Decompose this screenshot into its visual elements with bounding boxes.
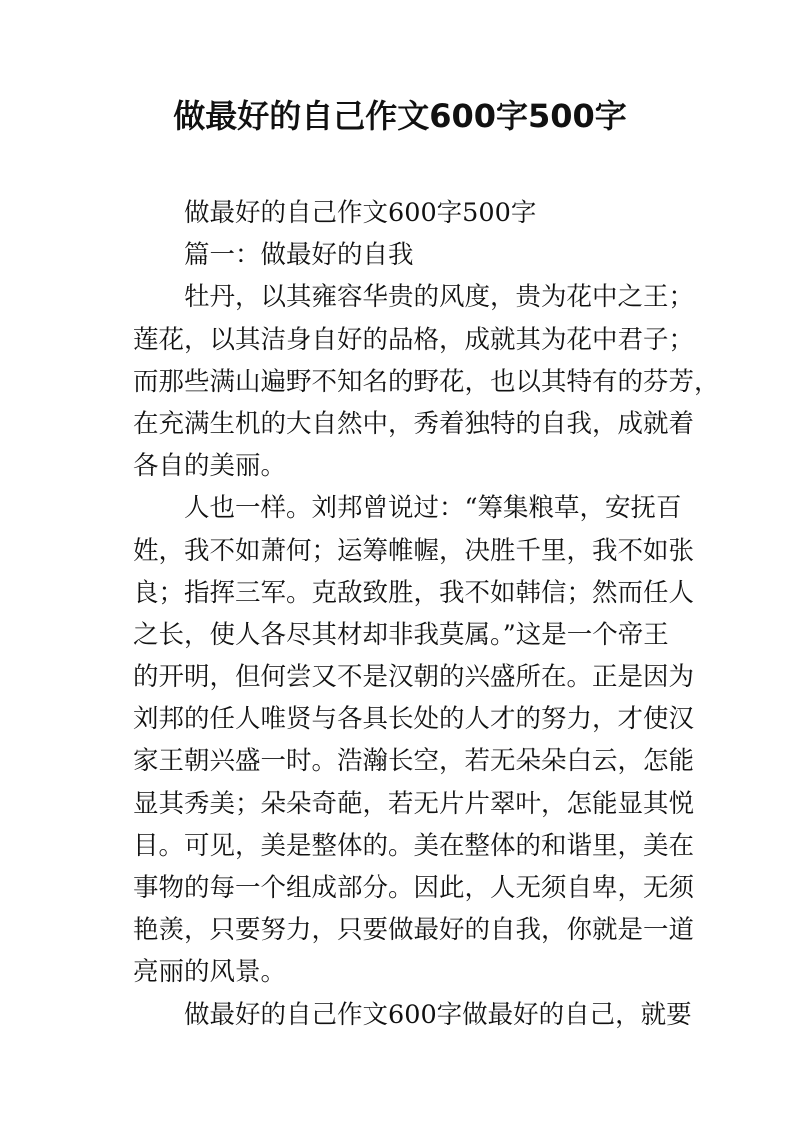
body-line: 之长，使人各尽其材却非我莫属。”这是一个帝王 — [133, 619, 669, 650]
body-line: 的开明，但何尝又不是汉朝的兴盛所在。正是因为 — [133, 662, 695, 693]
body-line: 显其秀美；朵朵奇葩，若无片片翠叶，怎能显其悦 — [133, 788, 695, 819]
body-line: 篇一：做最好的自我 — [184, 240, 414, 271]
body-line: 良；指挥三军。克敌致胜，我不如韩信；然而任人 — [133, 577, 695, 608]
body-line: 做最好的自己作文600字500字 — [184, 198, 537, 228]
body-line: 做最好的自己作文600字做最好的自己，就要 — [184, 999, 692, 1030]
body-line: 而那些满山遍野不知名的野花，也以其特有的芬芳， — [133, 366, 720, 397]
body-line: 艳羡，只要努力，只要做最好的自我，你就是一道 — [133, 915, 695, 946]
body-line: 事物的每一个组成部分。因此，人无须自卑，无须 — [133, 873, 695, 903]
body-line: 人也一样。刘邦曾说过：“筹集粮草，安抚百 — [184, 493, 682, 524]
body-line: 刘邦的任人唯贤与各具长处的人才的努力，才使汉 — [133, 704, 695, 735]
body-line: 亮丽的风景。 — [133, 957, 287, 988]
body-line: 家王朝兴盛一时。浩瀚长空，若无朵朵白云，怎能 — [133, 746, 695, 777]
body-line: 目。可见，美是整体的。美在整体的和谐里，美在 — [133, 830, 695, 861]
body-line: 莲花，以其洁身自好的品格，成就其为花中君子； — [133, 324, 695, 355]
document-body — [133, 192, 720, 1036]
body-line: 在充满生机的大自然中，秀着独特的自我，成就着 — [133, 408, 695, 439]
body-line: 姓，我不如萧何；运筹帷幄，决胜千里，我不如张 — [133, 535, 695, 566]
document-title: 做最好的自己作文600字500字 — [173, 97, 627, 135]
body-line: 牡丹，以其雍容华贵的风度，贵为花中之王； — [184, 282, 695, 313]
body-line: 各自的美丽。 — [133, 451, 287, 482]
